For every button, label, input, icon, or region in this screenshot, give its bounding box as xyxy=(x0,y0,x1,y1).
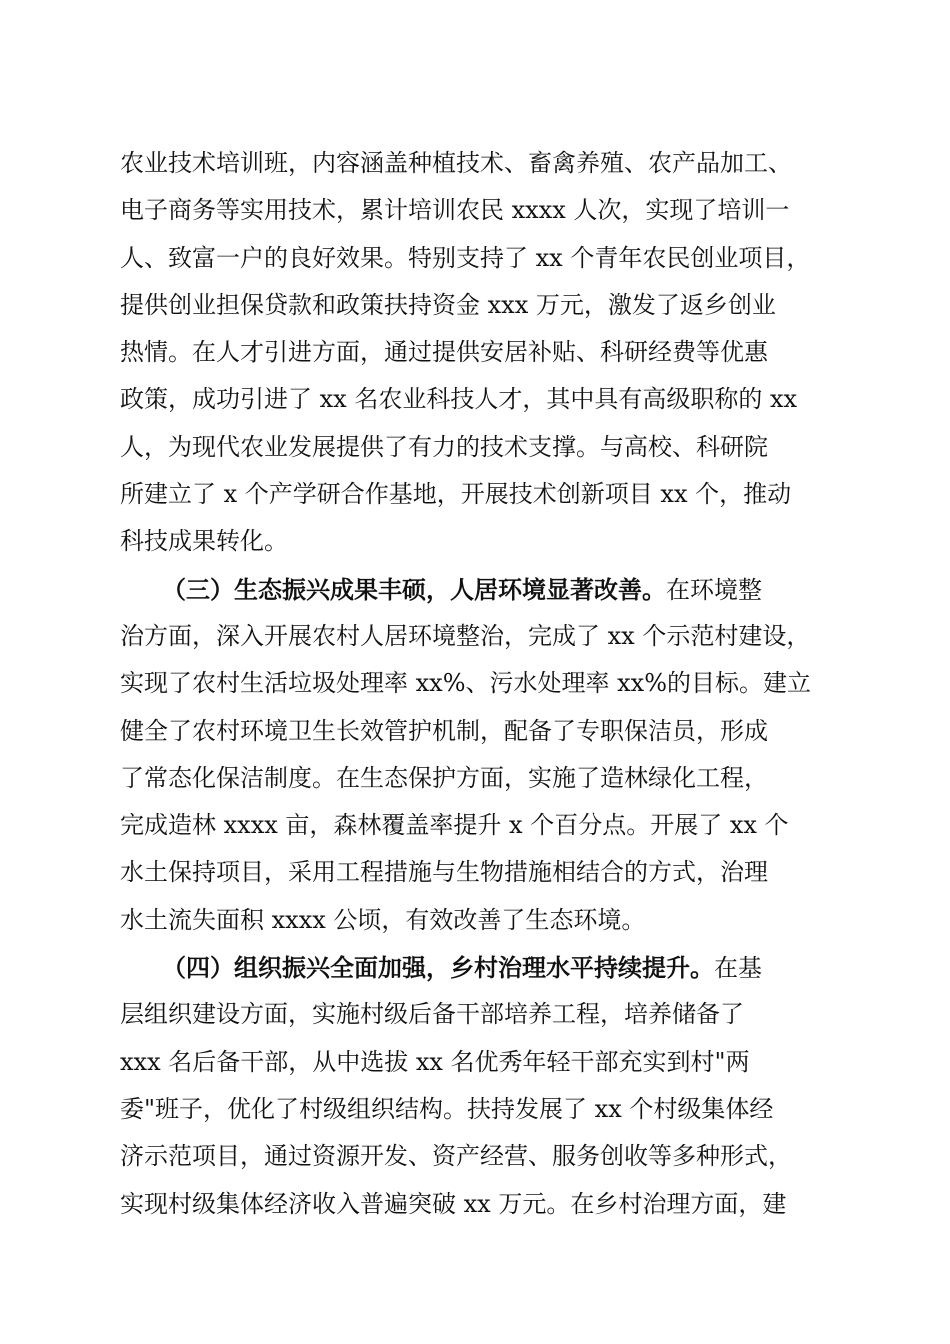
text-line: 委"班子，优化了村级组织结构。扶持发展了 xx 个村级集体经 xyxy=(120,1094,774,1123)
text-line: 水土保持项目，采用工程措施与生物措施相结合的方式，治理 xyxy=(120,858,768,887)
section-4-first-line xyxy=(120,944,832,991)
text-line: 完成造林 xxxx 亩，森林覆盖率提升 x 个百分点。开展了 xx 个 xyxy=(120,811,789,840)
text-line: 科技成果转化。 xyxy=(120,527,288,556)
section-4-heading: （四）组织振兴全面加强，乡村治理水平持续提升。 xyxy=(162,953,714,983)
text-line: 人，为现代农业发展提供了有力的技术支撑。与高校、科研院 xyxy=(120,432,768,461)
text-line: 提供创业担保贷款和政策扶持资金 xxx 万元，激发了返乡创业 xyxy=(120,290,776,319)
text-line: 水土流失面积 xxxx 公顷，有效改善了生态环境。 xyxy=(120,905,646,934)
text-line: 健全了农村环境卫生长效管护机制，配备了专职保洁员，形成 xyxy=(120,716,768,745)
text-line: 所建立了 x 个产学研合作基地，开展技术创新项目 xx 个，推动 xyxy=(120,480,792,509)
text-line: 热情。在人才引进方面，通过提供安居补贴、科研经费等优惠 xyxy=(120,338,768,367)
text-line: 政策，成功引进了 xx 名农业科技人才，其中具有高级职称的 xx xyxy=(120,385,798,414)
section-3-heading: （三）生态振兴成果丰硕，人居环境显著改善。 xyxy=(162,574,666,604)
section-3-first-line xyxy=(120,566,832,613)
text-line: 济示范项目，通过资源开发、资产经营、服务创收等多种形式， xyxy=(120,1142,792,1171)
text-line: 人、致富一户的良好效果。特别支持了 xx 个青年农民创业项目， xyxy=(120,243,811,272)
section-3-first-line-tail: 在环境整 xyxy=(666,575,762,604)
text-line: 治方面，深入开展农村人居环境整治，完成了 xx 个示范村建设， xyxy=(120,621,811,650)
text-line: 实现了农村生活垃圾处理率 xx%、污水处理率 xx%的目标。建立 xyxy=(120,669,812,698)
body-text xyxy=(120,140,832,1228)
text-line: 了常态化保洁制度。在生态保护方面，实施了造林绿化工程， xyxy=(120,763,768,792)
section-4-first-line-tail: 在基 xyxy=(714,954,762,983)
text-line: 电子商务等实用技术，累计培训农民 xxxx 人次，实现了培训一 xyxy=(120,196,790,225)
text-line: xxx 名后备干部，从中选拔 xx 名优秀年轻干部充实到村"两 xyxy=(120,1047,750,1076)
text-line: 层组织建设方面，实施村级后备干部培养工程，培养储备了 xyxy=(120,1000,744,1029)
text-line: 实现村级集体经济收入普遍突破 xx 万元。在乡村治理方面，建 xyxy=(120,1189,787,1218)
text-line: 农业技术培训班，内容涵盖种植技术、畜禽养殖、农产品加工、 xyxy=(120,149,792,177)
